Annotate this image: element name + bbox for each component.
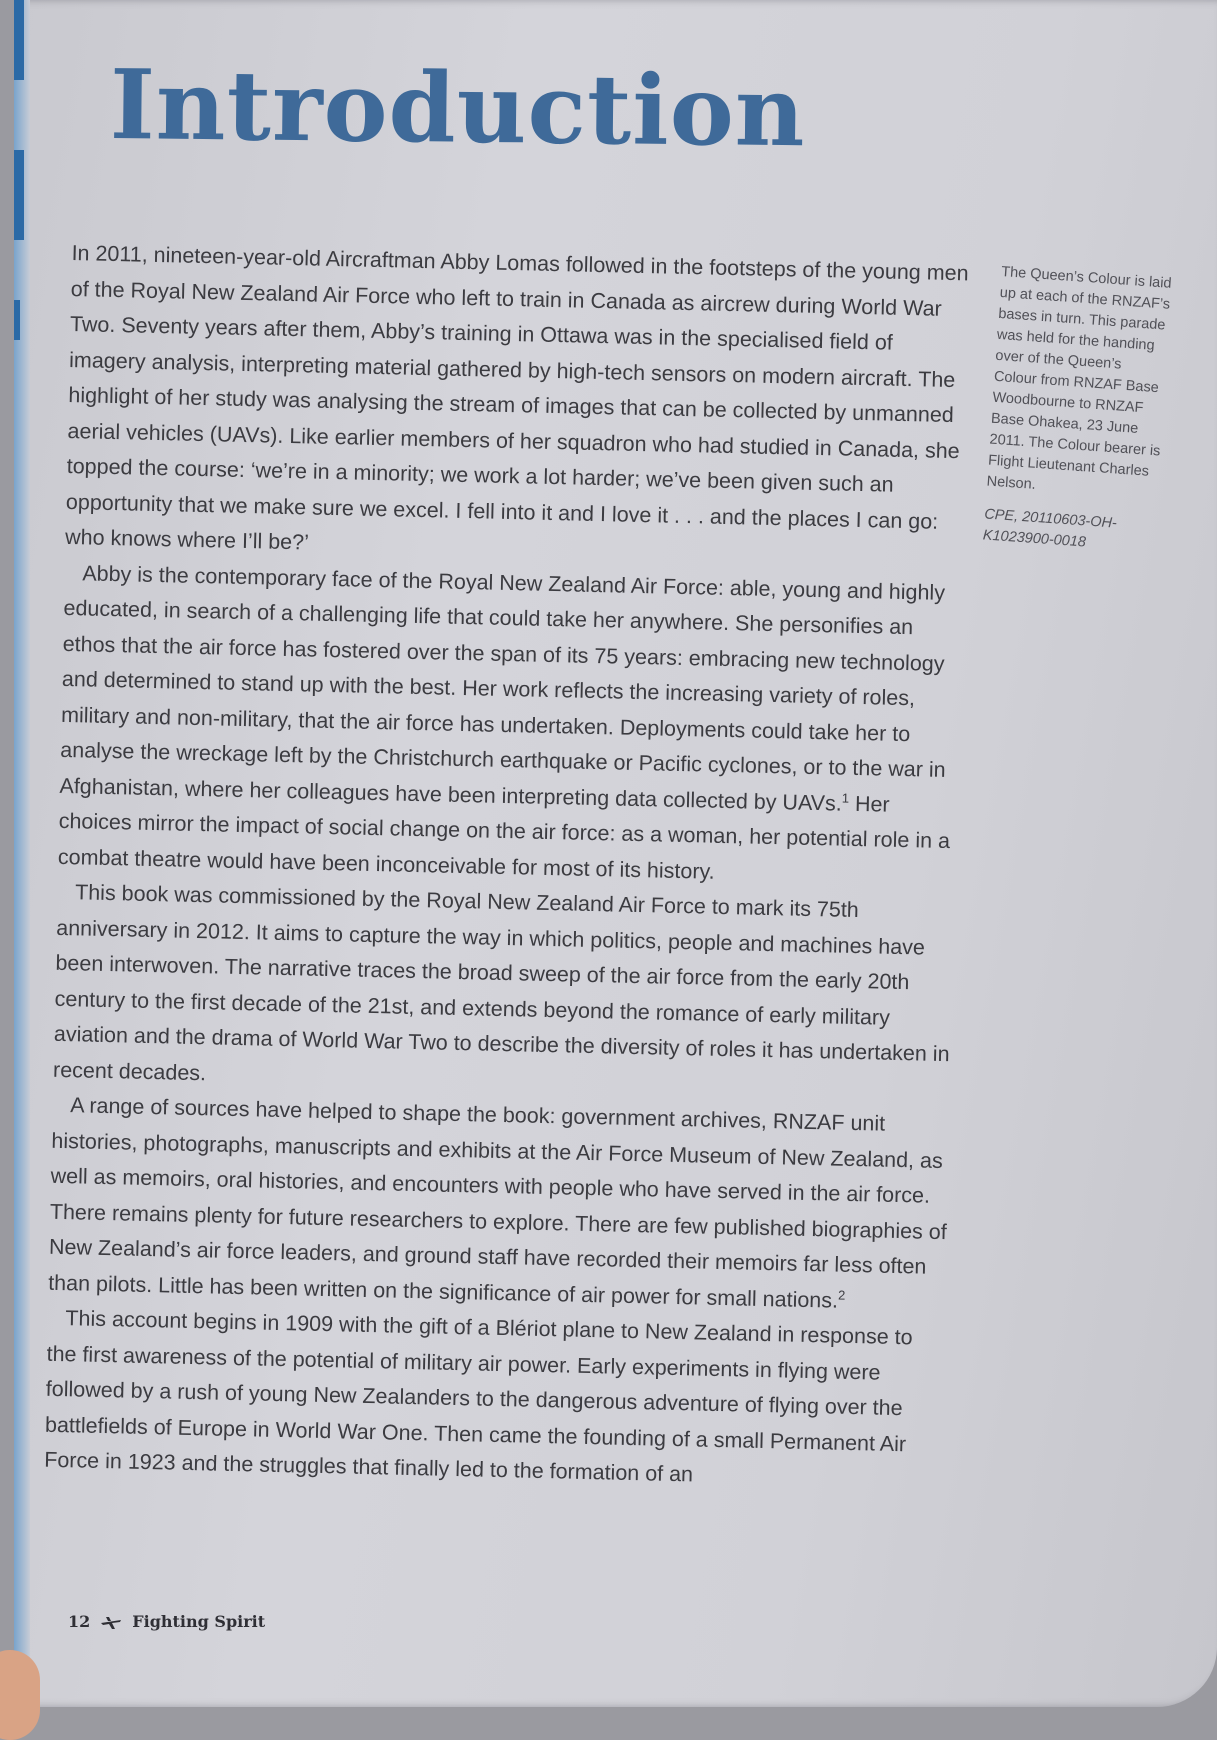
- paragraph-text: A range of sources have helped to shape the book: government archives, RNZAF unit histories, photographs, manuscripts and exhibits at the Air Force Museum of New Zealand, as well as memoirs, oral histories, and encounters with people who have served in the air force. There remains plenty for future researchers to explore. There are few published biographies of New Zealand’s air force leaders, and ground staff have recorded their memoirs far less often than pilots. Little has been written on the significance of air power for small nations.: [47, 1093, 948, 1313]
- book-page: [14, 0, 1217, 1707]
- book-title: Fighting Spirit: [132, 1612, 266, 1631]
- paragraph: [48, 1088, 953, 1321]
- thumb: [0, 1650, 40, 1740]
- page-number: 12: [68, 1612, 91, 1631]
- footnote-marker: 2: [837, 1287, 846, 1303]
- plane-icon: [100, 1614, 122, 1630]
- caption-credit: CPE, 20110603-OH-K1023900-0018: [982, 506, 1118, 551]
- caption-text: The Queen’s Colour is laid up at each of the RNZAF’s bases in turn. This parade was held for the handing over of the Queen’s Colour from RNZAF Base Woodbourne to RNZAF Base Ohakea, 23 June 2011. The Colour bearer is Flight Lieutenant Charles Nelson.: [986, 263, 1173, 493]
- adjacent-page-edge: [14, 0, 30, 1707]
- adjacent-page-mark: [14, 150, 24, 240]
- footnote-marker: 1: [841, 789, 850, 806]
- page-footer: [68, 1612, 265, 1631]
- body-text: [44, 236, 972, 1499]
- photo-caption: [981, 262, 1173, 570]
- paragraph: This account begins in 1909 with the gift of a Blériot plane to New Zealand in response to the first awareness of the potential of military air power. Early experiments in flying were followed by a rush of young New Zealanders to the dangerous adventure of flying over the battlefields of Europe in World War One. Then came the founding of a small Permanent Air Force in 1923 and the struggles that finally led to the formation of an: [43, 1306, 913, 1487]
- paragraph: In 2011, nineteen-year-old Aircraftman Abby Lomas followed in the footsteps of the young men of the Royal New Zealand Air Force who left to train in Canada as aircrew during World War Two. Seventy years after them, Abby’s training in Ottawa was in the specialised field of imagery analysis, interpreting material gathered by high-tech sensors on modern aircraft. The highlight of her study was analysing the stream of images that can be collected by unmanned aerial vehicles (UAVs). Like earlier members of her squadron who had studied in Canada, she topped the course: ‘we’re in a minority; we work a lot harder; we’ve been given such an opportunity that we make sure we excel. I fell into it and I love it . . . and the places I can go: who knows where I’ll be?’: [64, 240, 969, 555]
- paragraph: [58, 555, 965, 895]
- adjacent-page-mark: [14, 300, 20, 340]
- page-title: Introduction: [109, 48, 807, 169]
- paragraph-text: Abby is the contemporary face of the Royal New Zealand Air Force: able, young and highly educated, in search of a challenging life that could take her anywhere. She personifies an ethos that the air force has fostered over the span of its 75 years: embracing new technology and determined to stand up with the best. Her work reflects the increasing variety of roles, military and non-military, that the air force has undertaken. Deployments could take her to analyse the wreckage left by the Christchurch earthquake or Pacific cyclones, or to the war in Afghanistan, where her colleagues have been interpreting data collected by UAVs.: [59, 560, 946, 816]
- paragraph-text: Her choices mirror the impact of social change on the air force: as a woman, her potential role in a combat theatre would have been inconceivable for most of its history.: [57, 791, 951, 884]
- adjacent-page-mark: [14, 0, 24, 80]
- paragraph: This book was commissioned by the Royal New Zealand Air Force to mark its 75th anniversary in 2012. It aims to capture the way in which politics, people and machines have been interwoven. The narrative traces the broad sweep of the air force from the early 20th century to the first decade of the 21st, and extends beyond the romance of early military aviation and the drama of World War Two to describe the diversity of roles it has undertaken in recent decades.: [52, 880, 950, 1085]
